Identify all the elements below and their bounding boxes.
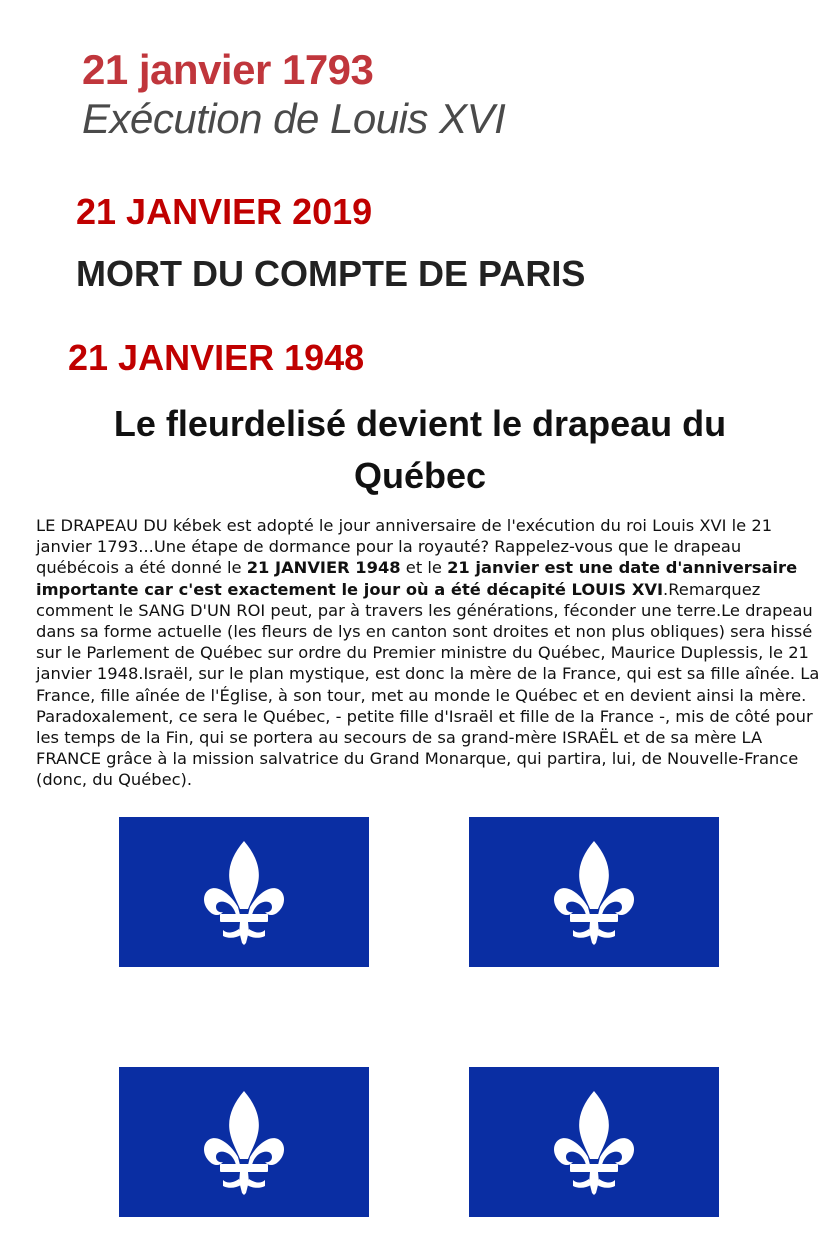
date-1948-heading: 21 JANVIER 1948 <box>68 337 365 378</box>
quebec-flag-3 <box>119 1067 369 1217</box>
death-count-paris-heading: MORT DU COMPTE DE PARIS <box>76 253 586 294</box>
quebec-flag-2 <box>469 817 719 967</box>
article-bold-1: 21 JANVIER 1948 <box>246 558 401 578</box>
fleurdelise-heading: Le fleurdelisé devient le drapeau du Québec <box>113 403 727 496</box>
article-bold-2: 21 janvier est une date d'anniversaire importante car c'est exactement le jour où a été décapité LOUIS XVI <box>36 558 798 599</box>
article-text-2: et le <box>400 558 448 578</box>
date-1793-heading: 21 janvier 1793 <box>82 46 374 93</box>
execution-subtitle: Exécution de Louis XVI <box>82 95 506 142</box>
article-text-3: .Remarquez comment le SANG D'UN ROI peut, par à travers les générations, féconder une terre.Le drapeau dans sa forme actuelle (les fleurs de lys en canton sont droites et non plus obliques) sera hissé sur le Parlement de Québec sur ordre du Premier ministre du Québec, Maurice Duplessis, le 21 janvier 1948.Israël, sur le plan mystique, est donc la mère de la France, qui est sa fille aînée. La France, fille aînée de l'Église, à son tour, met au monde le Québec et en devient ainsi la mère. Paradoxalement, ce sera le Québec, - petite fille d'Israël et fille de la France -, mis de côté pour les temps de la Fin, qui se portera au secours de sa grand-mère ISRAËL et de sa mère LA FRANCE grâce à la mission salvatrice du Grand Monarque, qui partira, lui, de Nouvelle-France (donc, du Québec). <box>36 579 820 790</box>
article-text-1: LE DRAPEAU DU kébek est adopté le jour anniversaire de l'exécution du roi Louis XVI le 21 janvier 1793...Une étape de dormance pour la royauté? Rappelez-vous que le drapeau québécois a été donné le <box>36 516 773 578</box>
fleur-de-lis-icon <box>119 1067 369 1217</box>
fleur-de-lis-icon <box>469 817 719 967</box>
date-2019-heading: 21 JANVIER 2019 <box>76 191 373 232</box>
article-paragraph <box>36 515 820 791</box>
quebec-flag-4 <box>469 1067 719 1217</box>
quebec-flag-1 <box>119 817 369 967</box>
fleur-de-lis-icon <box>469 1067 719 1217</box>
fleur-de-lis-icon <box>119 817 369 967</box>
